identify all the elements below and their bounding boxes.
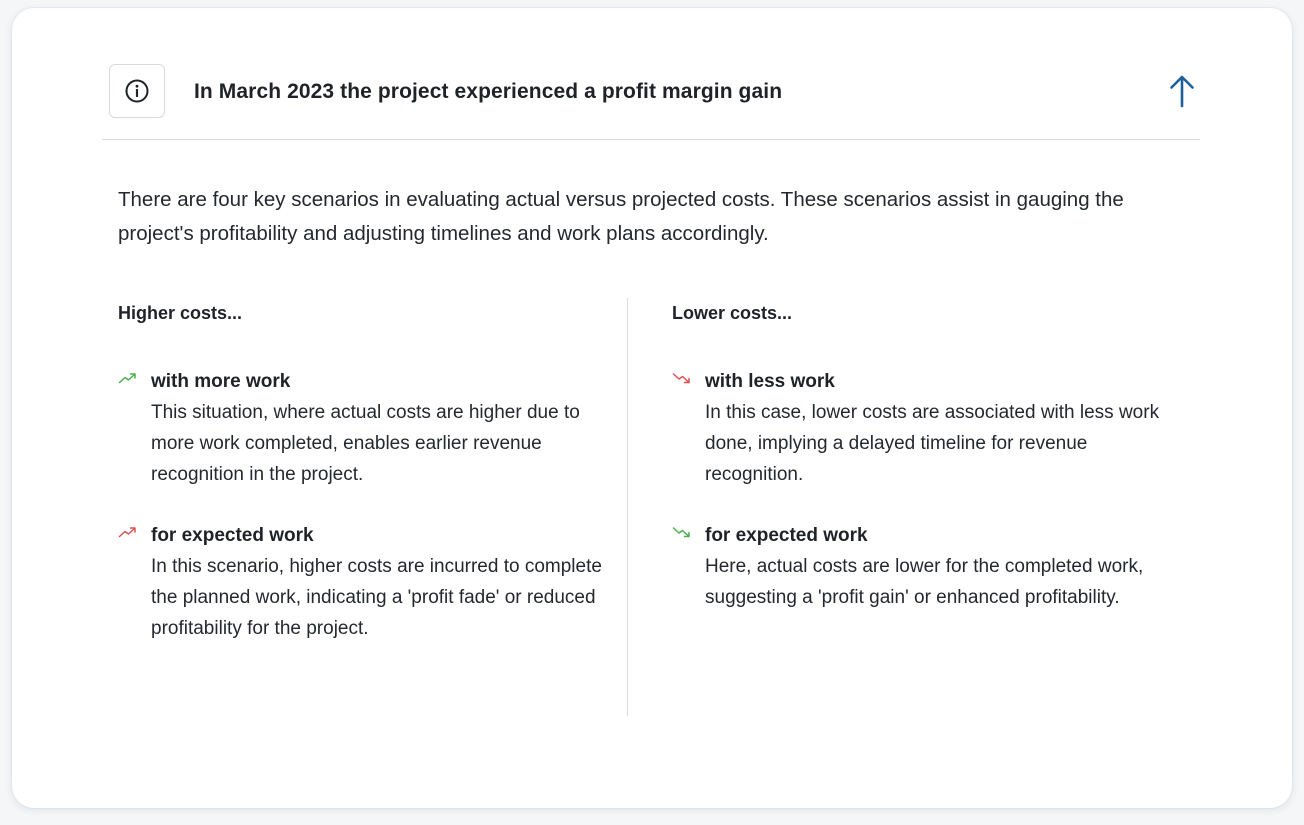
info-button[interactable] xyxy=(109,64,165,118)
collapse-button[interactable] xyxy=(1164,73,1200,109)
trend-down-icon xyxy=(672,371,692,385)
intro-text: There are four key scenarios in evaluating actual versus projected costs. These scenarios assist in gauging the project's profitability and adjusting timelines and work plans accordingly. xyxy=(118,188,1124,245)
column-title: Higher costs... xyxy=(118,303,243,323)
scenario-title: for expected work xyxy=(151,525,314,546)
column-divider xyxy=(627,298,628,716)
scenario-description: Here, actual costs are lower for the completed work, suggesting a 'profit gain' or enhanced profitability. xyxy=(705,556,1144,608)
scenario-title: for expected work xyxy=(705,525,868,546)
scenario-item xyxy=(672,366,1172,490)
trend-down-icon xyxy=(672,525,692,539)
info-circle-icon xyxy=(124,78,150,104)
arrow-up-icon xyxy=(1169,74,1195,108)
scenario-item xyxy=(118,366,618,490)
scenario-title: with less work xyxy=(705,371,835,392)
scenario-item xyxy=(118,520,618,644)
higher-costs-column xyxy=(118,300,618,644)
scenario-description: This situation, where actual costs are higher due to more work completed, enables earlier revenue recognition in the project. xyxy=(151,402,580,485)
scenario-description: In this case, lower costs are associated with less work done, implying a delayed timeline for revenue recognition. xyxy=(705,402,1160,485)
scenario-description: In this scenario, higher costs are incurred to complete the planned work, indicating a 'profit fade' or reduced profitability for the project. xyxy=(151,556,602,639)
trend-up-icon xyxy=(118,525,138,539)
scenario-item xyxy=(672,520,1172,613)
column-title: Lower costs... xyxy=(672,303,793,323)
header-title: In March 2023 the project experienced a profit margin gain xyxy=(194,80,783,103)
insight-card xyxy=(12,8,1292,808)
scenario-title: with more work xyxy=(151,371,291,392)
card-header xyxy=(102,63,1200,140)
trend-up-icon xyxy=(118,371,138,385)
lower-costs-column xyxy=(672,300,1172,613)
